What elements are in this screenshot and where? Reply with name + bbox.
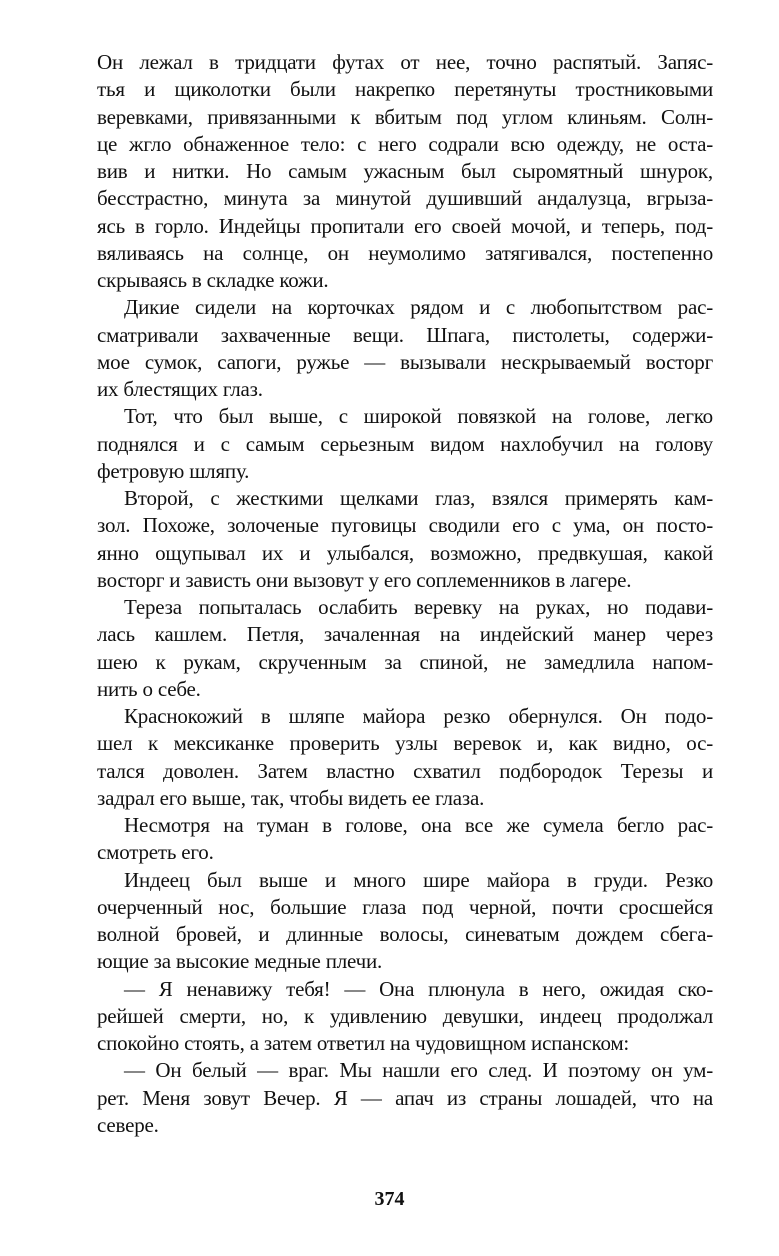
text-line: волной бровей, и длинные волосы, синеватым дождем сбега- bbox=[97, 922, 713, 946]
book-page-text bbox=[97, 49, 713, 1139]
text-line: Несмотря на туман в голове, она все же сумела бегло рас- bbox=[124, 813, 713, 837]
page-number: 374 bbox=[374, 1188, 405, 1210]
text-line: восторг и зависть они вызовут у его соплеменников в лагере. bbox=[97, 567, 632, 592]
text-line: сматривали захваченные вещи. Шпага, пистолеты, содержи- bbox=[97, 322, 713, 347]
text-line: Тот, что был выше, с широкой повязкой на голове, легко bbox=[124, 404, 713, 429]
text-line: зол. Похоже, золоченые пуговицы сводили его с ума, он посто- bbox=[97, 513, 713, 538]
paragraph bbox=[97, 294, 713, 403]
paragraph bbox=[97, 485, 713, 594]
text-line: шел к мексиканке проверить узлы веревок и, как видно, ос- bbox=[97, 731, 713, 756]
text-line: их блестящих глаз. bbox=[97, 377, 263, 401]
text-line: Он лежал в тридцати футах от нее, точно распятый. Запяс- bbox=[97, 50, 713, 74]
paragraph bbox=[97, 403, 713, 485]
text-line: тался доволен. Затем властно схватил подбородок Терезы и bbox=[97, 758, 713, 783]
text-line: задрал его выше, так, чтобы видеть ее глаза. bbox=[97, 785, 485, 810]
paragraph bbox=[97, 867, 713, 976]
text-line: нить о себе. bbox=[97, 676, 201, 701]
text-line: спокойно стоять, а затем ответил на чудовищном испанском: bbox=[97, 1031, 630, 1055]
text-line: веревками, привязанными к вбитым под углом клиньям. Солн- bbox=[97, 104, 713, 129]
text-line: Тереза попыталась ослабить веревку на руках, но подави- bbox=[124, 595, 713, 619]
paragraph bbox=[97, 1057, 713, 1139]
text-line: вяливаясь на солнце, он неумолимо затягивался, постепенно bbox=[97, 240, 713, 265]
text-line: — Он белый — враг. Мы нашли его след. И поэтому он ум- bbox=[124, 1058, 713, 1083]
text-line: рейшей смерти, но, к удивлению девушки, индеец продолжал bbox=[97, 1003, 713, 1028]
text-line: севере. bbox=[97, 1112, 159, 1137]
text-line: Краснокожий в шляпе майора резко обернулся. Он подо- bbox=[124, 704, 713, 728]
text-line: ющие за высокие медные плечи. bbox=[97, 949, 383, 974]
text-line: очерченный нос, большие глаза под черной, почти сросшейся bbox=[97, 894, 713, 919]
text-line: Индеец был выше и много шире майора в груди. Резко bbox=[124, 867, 713, 892]
text-line: лась кашлем. Петля, зачаленная на индейский манер через bbox=[97, 622, 713, 647]
text-line: Второй, с жесткими щелками глаз, взялся примерять кам- bbox=[124, 486, 713, 510]
text-line: Дикие сидели на корточках рядом и с любопытством рас- bbox=[124, 295, 713, 320]
text-line: бесстрастно, минута за минутой душивший андалузца, вгрыза- bbox=[97, 186, 713, 211]
text-line: рет. Меня зовут Вечер. Я — апач из страны лошадей, что на bbox=[97, 1085, 713, 1110]
text-line: це жгло обнаженное тело: с него содрали всю одежду, не оста- bbox=[97, 131, 713, 156]
text-line: вив и нитки. Но самым ужасным был сыромятный шнурок, bbox=[97, 159, 713, 183]
text-line: мое сумок, сапоги, ружье — вызывали нескрываемый восторг bbox=[97, 349, 713, 374]
text-line: поднялся и с самым серьезным видом нахлобучил на голову bbox=[97, 431, 713, 456]
text-line: смотреть его. bbox=[97, 840, 214, 865]
paragraph bbox=[97, 976, 713, 1058]
paragraph bbox=[97, 594, 713, 703]
text-line: янно ощупывал их и улыбался, возможно, предвкушая, какой bbox=[97, 540, 713, 565]
text-line: ясь в горло. Индейцы пропитали его своей мочой, и теперь, под- bbox=[97, 213, 713, 238]
paragraph bbox=[97, 49, 713, 294]
text-line: скрываясь в складке кожи. bbox=[97, 268, 329, 292]
paragraph bbox=[97, 703, 713, 812]
text-line: шею к рукам, скрученным за спиной, не замедлила напом- bbox=[97, 649, 713, 674]
paragraph bbox=[97, 812, 713, 867]
text-line: фетровую шляпу. bbox=[97, 458, 250, 483]
text-line: тья и щиколотки были накрепко перетянуты тростниковыми bbox=[97, 77, 713, 102]
text-line: — Я ненавижу тебя! — Она плюнула в него, ожидая ско- bbox=[124, 976, 713, 1001]
